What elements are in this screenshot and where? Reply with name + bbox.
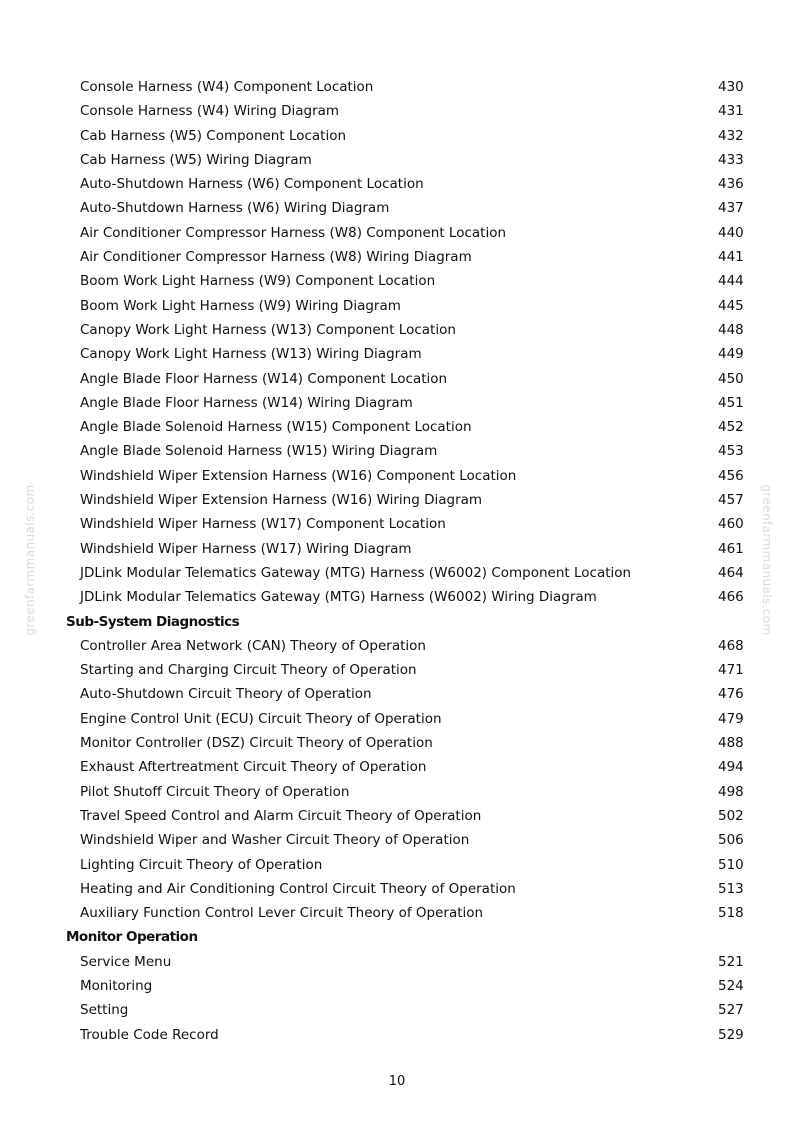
toc-entry-title: Windshield Wiper Harness (W17) Component Location xyxy=(80,516,446,533)
toc-entry[interactable] xyxy=(0,854,794,878)
toc-entry[interactable] xyxy=(0,829,794,853)
toc-entry-page-number: 488 xyxy=(718,735,744,752)
toc-entry[interactable] xyxy=(0,343,794,367)
toc-entry-page-number: 461 xyxy=(718,540,744,557)
toc-entry-title: Boom Work Light Harness (W9) Component Location xyxy=(80,273,436,290)
toc-entry-page-number: 506 xyxy=(718,832,744,849)
toc-entry[interactable] xyxy=(0,173,794,197)
toc-entry-page-number: 521 xyxy=(718,953,744,970)
toc-entry-title: Lighting Circuit Theory of Operation xyxy=(80,856,323,873)
toc-entry-page-number: 433 xyxy=(718,151,744,168)
toc-entry-title: JDLink Modular Telematics Gateway (MTG) Harness (W6002) Wiring Diagram xyxy=(80,589,597,606)
toc-entry-page-number: 450 xyxy=(718,370,744,387)
toc-entry-title: Air Conditioner Compressor Harness (W8) Component Location xyxy=(80,224,507,241)
toc-entry-title: Engine Control Unit (ECU) Circuit Theory of Operation xyxy=(80,710,442,727)
toc-entry-page-number: 494 xyxy=(718,759,744,776)
toc-entry[interactable] xyxy=(0,781,794,805)
toc-entry-page-number: 432 xyxy=(718,127,744,144)
toc-entry[interactable] xyxy=(0,975,794,999)
toc-entry-page-number: 476 xyxy=(718,686,744,703)
toc-entry-page-number: 464 xyxy=(718,564,744,581)
section-title: Sub-System Diagnostics xyxy=(66,613,240,630)
toc-entry-title: Cab Harness (W5) Component Location xyxy=(80,127,347,144)
toc-entry-title: Canopy Work Light Harness (W13) Wiring Diagram xyxy=(80,346,422,363)
toc-entry-title: Trouble Code Record xyxy=(80,1026,219,1043)
toc-entry-page-number: 518 xyxy=(718,905,744,922)
toc-entry-page-number: 431 xyxy=(718,103,744,120)
toc-entry-page-number: 453 xyxy=(718,443,744,460)
toc-entry[interactable] xyxy=(0,513,794,537)
toc-section-heading xyxy=(0,611,794,635)
toc-entry[interactable] xyxy=(0,708,794,732)
toc-entry-title: Heating and Air Conditioning Control Circuit Theory of Operation xyxy=(80,880,516,897)
toc-entry-page-number: 466 xyxy=(718,589,744,606)
toc-entry[interactable] xyxy=(0,295,794,319)
toc-entry[interactable] xyxy=(0,416,794,440)
toc-entry-page-number: 529 xyxy=(718,1026,744,1043)
toc-entry-title: Setting xyxy=(80,1002,129,1019)
watermark-left: greenfarmmanuals.com xyxy=(23,484,37,636)
toc-entry-page-number: 510 xyxy=(718,856,744,873)
toc-entry[interactable] xyxy=(0,319,794,343)
toc-entry-title: Canopy Work Light Harness (W13) Component Location xyxy=(80,321,456,338)
toc-entry-title: Windshield Wiper Extension Harness (W16) Wiring Diagram xyxy=(80,492,483,509)
toc-entry[interactable] xyxy=(0,878,794,902)
toc-entry-title: Console Harness (W4) Component Location xyxy=(80,79,374,95)
toc-entry-title: Windshield Wiper Harness (W17) Wiring Diagram xyxy=(80,540,412,557)
toc-entry-title: Angle Blade Floor Harness (W14) Wiring Diagram xyxy=(80,394,413,411)
toc-entry[interactable] xyxy=(0,222,794,246)
toc-entry-page-number: 436 xyxy=(718,176,744,193)
toc-entry-page-number: 468 xyxy=(718,637,744,654)
toc-entry-title: Cab Harness (W5) Wiring Diagram xyxy=(80,151,312,168)
toc-entry-page-number: 430 xyxy=(718,79,744,95)
toc-entry-page-number: 527 xyxy=(718,1002,744,1019)
toc-entry-title: Monitor Controller (DSZ) Circuit Theory of Operation xyxy=(80,735,433,752)
toc-entry-title: Auto-Shutdown Circuit Theory of Operation xyxy=(80,686,372,703)
toc-entry-page-number: 451 xyxy=(718,394,744,411)
toc-entry-title: Travel Speed Control and Alarm Circuit Theory of Operation xyxy=(80,807,482,824)
toc-entry-title: Starting and Charging Circuit Theory of Operation xyxy=(80,662,417,679)
toc-entry-title: Windshield Wiper Extension Harness (W16) Component Location xyxy=(80,467,517,484)
toc-entry[interactable] xyxy=(0,392,794,416)
toc-entry[interactable] xyxy=(0,732,794,756)
toc-entry[interactable] xyxy=(0,756,794,780)
toc-entry-title: Exhaust Aftertreatment Circuit Theory of Operation xyxy=(80,759,427,776)
toc-entry[interactable] xyxy=(0,368,794,392)
toc-entry[interactable] xyxy=(0,951,794,975)
toc-entry[interactable] xyxy=(0,1024,794,1048)
toc-entry[interactable] xyxy=(0,635,794,659)
toc-entry-page-number: 444 xyxy=(718,273,744,290)
toc-entry[interactable] xyxy=(0,149,794,173)
toc-entry-page-number: 437 xyxy=(718,200,744,217)
toc-entry-title: Windshield Wiper and Washer Circuit Theory of Operation xyxy=(80,832,470,849)
toc-entry-title: Controller Area Network (CAN) Theory of Operation xyxy=(80,637,426,654)
toc-entry-page-number: 460 xyxy=(718,516,744,533)
section-title: Monitor Operation xyxy=(66,929,198,946)
toc-entry-page-number: 524 xyxy=(718,977,744,994)
toc-entry-title: Auto-Shutdown Harness (W6) Component Location xyxy=(80,176,424,193)
toc-section-heading xyxy=(0,926,794,950)
toc-entry[interactable] xyxy=(0,902,794,926)
toc-entry[interactable] xyxy=(0,246,794,270)
toc-entry-title: Air Conditioner Compressor Harness (W8) Wiring Diagram xyxy=(80,249,472,266)
toc-entry-title: Monitoring xyxy=(80,977,153,994)
toc-entry-page-number: 502 xyxy=(718,807,744,824)
toc-entry-title: Angle Blade Floor Harness (W14) Component Location xyxy=(80,370,448,387)
toc-entry[interactable] xyxy=(0,100,794,124)
toc-entry-title: Auto-Shutdown Harness (W6) Wiring Diagram xyxy=(80,200,390,217)
toc-entry[interactable] xyxy=(0,76,794,100)
toc-entry-title: Console Harness (W4) Wiring Diagram xyxy=(80,103,340,120)
toc-entry-page-number: 471 xyxy=(718,662,744,679)
toc-entry-title: Angle Blade Solenoid Harness (W15) Wiring Diagram xyxy=(80,443,438,460)
toc-entry[interactable] xyxy=(0,586,794,610)
toc-entry-page-number: 479 xyxy=(718,710,744,727)
toc-entry[interactable] xyxy=(0,538,794,562)
toc-entry-page-number: 449 xyxy=(718,346,744,363)
toc-entry-page-number: 445 xyxy=(718,297,744,314)
toc-entry-page-number: 456 xyxy=(718,467,744,484)
toc-entry[interactable] xyxy=(0,125,794,149)
toc-entry[interactable] xyxy=(0,465,794,489)
toc-entry-title: Angle Blade Solenoid Harness (W15) Component Location xyxy=(80,419,472,436)
toc-entry[interactable] xyxy=(0,999,794,1023)
toc-entry-page-number: 440 xyxy=(718,224,744,241)
toc-entry-page-number: 498 xyxy=(718,783,744,800)
toc-entry-page-number: 441 xyxy=(718,249,744,266)
toc-entry-title: Pilot Shutoff Circuit Theory of Operation xyxy=(80,783,350,800)
toc-entry[interactable] xyxy=(0,440,794,464)
page-number: 10 xyxy=(388,1074,406,1089)
toc-entry[interactable] xyxy=(0,805,794,829)
toc-entry[interactable] xyxy=(0,489,794,513)
table-of-contents xyxy=(0,76,794,1048)
toc-entry-page-number: 452 xyxy=(718,419,744,436)
toc-entry-title: Service Menu xyxy=(80,953,172,970)
toc-entry-page-number: 448 xyxy=(718,321,744,338)
toc-entry-title: JDLink Modular Telematics Gateway (MTG) Harness (W6002) Component Location xyxy=(80,564,632,581)
toc-entry-page-number: 457 xyxy=(718,492,744,509)
toc-entry-title: Boom Work Light Harness (W9) Wiring Diagram xyxy=(80,297,401,314)
toc-entry-title: Auxiliary Function Control Lever Circuit Theory of Operation xyxy=(80,905,484,922)
toc-entry[interactable] xyxy=(0,562,794,586)
toc-entry-page-number: 513 xyxy=(718,880,744,897)
toc-entry[interactable] xyxy=(0,197,794,221)
toc-entry[interactable] xyxy=(0,270,794,294)
watermark-right: greenfarmmanuals.com xyxy=(760,484,774,636)
toc-entry[interactable] xyxy=(0,683,794,707)
toc-entry[interactable] xyxy=(0,659,794,683)
